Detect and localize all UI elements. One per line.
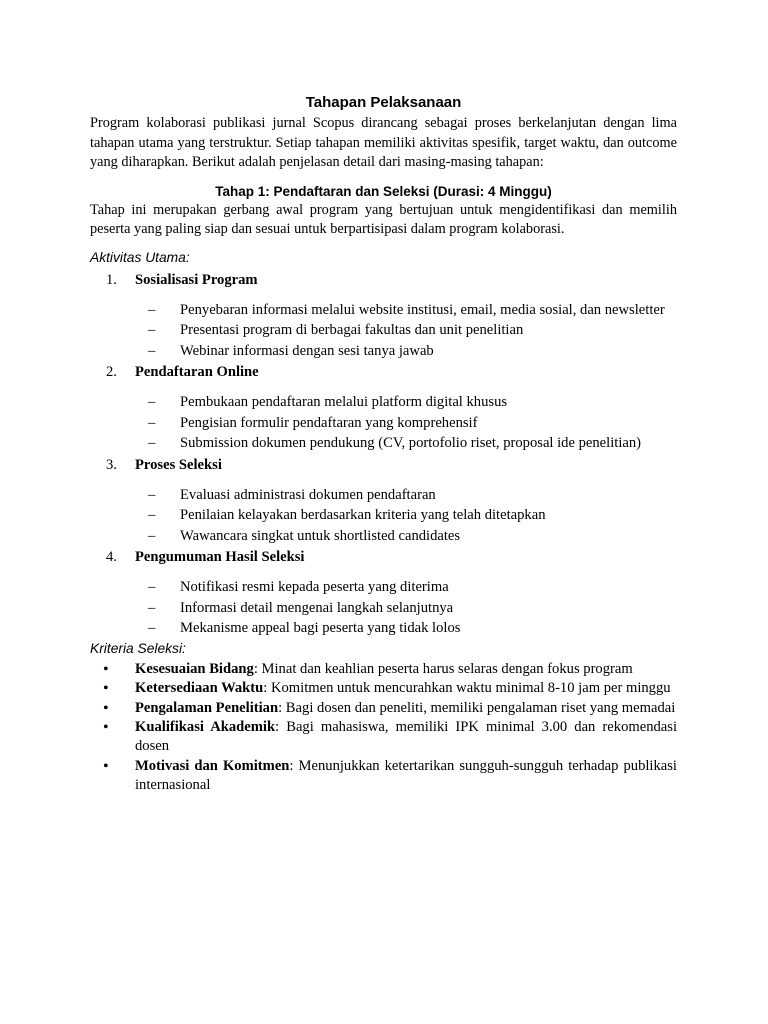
step-block [90, 362, 677, 452]
list-item [90, 599, 677, 617]
step-title: Pengumuman Hasil Seleksi [135, 549, 305, 565]
list-item-text [135, 757, 677, 795]
step-number: 2. [106, 364, 117, 380]
list-item-text: Pembukaan pendaftaran melalui platform digital khusus [180, 394, 508, 410]
step-heading [90, 270, 677, 290]
list-item [90, 414, 677, 432]
criteria-desc: : Bagi dosen dan peneliti, memiliki pengalaman riset yang memadai [278, 699, 676, 716]
criteria-term: Pengalaman Penelitian [135, 699, 279, 716]
document-content [90, 92, 677, 795]
list-item [90, 699, 677, 718]
dash-bullet: – [148, 486, 156, 503]
criteria-term: Motivasi dan Komitmen [135, 757, 290, 774]
list-item [90, 619, 677, 637]
dash-bullet: – [148, 414, 156, 431]
bullet-dot: • [103, 680, 109, 697]
dash-bullet: – [148, 435, 156, 451]
criteria-desc: : Komitmen untuk mencurahkan waktu minimal 8-10 jam per minggu [263, 680, 671, 696]
dash-bullet: – [148, 394, 156, 410]
dash-list [90, 301, 677, 360]
list-item-text: Presentasi program di berbagai fakultas dan unit penelitian [180, 322, 524, 338]
criteria-term: Kualifikasi Akademik [135, 719, 276, 735]
list-item-text [135, 660, 677, 679]
dash-bullet: – [148, 322, 156, 338]
list-item-text [135, 679, 677, 698]
dash-list [90, 486, 677, 545]
list-item [90, 506, 677, 524]
dash-bullet: – [148, 507, 156, 523]
list-item [90, 486, 677, 504]
list-item-text: Notifikasi resmi kepada peserta yang diterima [180, 579, 449, 595]
list-item-text: Informasi detail mengenai langkah selanjutnya [180, 599, 454, 616]
activities-label: Aktivitas Utama: [90, 249, 190, 265]
list-item-text: Wawancara singkat untuk shortlisted candidates [180, 527, 461, 544]
list-item [90, 342, 677, 360]
criteria-label: Kriteria Seleksi: [90, 640, 186, 656]
list-item-text [135, 699, 677, 718]
list-item-text: Webinar informasi dengan sesi tanya jawab [180, 342, 434, 359]
intro-paragraph: Program kolaborasi publikasi jurnal Scopus dirancang sebagai proses berkelanjutan dengan lima tahapan utama yang terstruktur. Setiap tahapan memiliki aktivitas spesifik, target waktu, dan outcome yang diharapkan. Berikut adalah penjelasan detail dari masing-masing tahapan: [90, 115, 677, 170]
list-item-text: Submission dokumen pendukung (CV, portofolio riset, proposal ide penelitian) [180, 435, 642, 451]
bullet-dot: • [103, 699, 109, 717]
dash-list [90, 578, 677, 637]
page-title: Tahapan Pelaksanaan [305, 94, 462, 111]
dash-bullet: – [148, 579, 156, 595]
list-item [90, 393, 677, 411]
step-heading [90, 547, 677, 567]
criteria-desc: : Minat dan keahlian peserta harus selaras dengan fokus program [253, 660, 633, 677]
bullet-dot: • [103, 719, 109, 736]
criteria-list [90, 660, 677, 795]
step-title: Pendaftaran Online [135, 364, 259, 380]
step-heading [90, 455, 677, 475]
list-item-text: Penilaian kelayakan berdasarkan kriteria yang telah ditetapkan [180, 507, 546, 523]
dash-bullet: – [148, 620, 156, 636]
step-title: Sosialisasi Program [135, 271, 258, 288]
list-item [90, 578, 677, 596]
list-item-text: Pengisian formulir pendaftaran yang komprehensif [180, 414, 478, 431]
list-item-text [135, 718, 677, 756]
step-block [90, 455, 677, 545]
list-item [90, 301, 677, 319]
step-block [90, 547, 677, 637]
step-block [90, 270, 677, 360]
criteria-term: Kesesuaian Bidang [135, 660, 254, 677]
dash-bullet: – [148, 301, 156, 318]
list-item [90, 757, 677, 795]
criteria-desc: : Menunjukkan ketertarikan sungguh-sungguh terhadap publikasi internasional [135, 757, 677, 793]
step-heading [90, 362, 677, 382]
list-item [90, 321, 677, 339]
bullet-dot: • [103, 660, 109, 678]
list-item [90, 527, 677, 545]
list-item [90, 679, 677, 698]
list-item [90, 434, 677, 452]
dash-bullet: – [148, 599, 156, 616]
dash-bullet: – [148, 342, 156, 359]
list-item-text: Mekanisme appeal bagi peserta yang tidak lolos [180, 620, 461, 636]
list-item [90, 718, 677, 756]
list-item-text: Penyebaran informasi melalui website institusi, email, media sosial, dan newsletter [180, 301, 665, 318]
step-number: 4. [106, 549, 117, 565]
step-title: Proses Seleksi [135, 456, 222, 473]
step-number: 1. [106, 271, 117, 288]
list-item-text: Evaluasi administrasi dokumen pendaftaran [180, 486, 436, 503]
criteria-term: Ketersediaan Waktu [135, 680, 264, 696]
list-item [90, 660, 677, 679]
stage-title: Tahap 1: Pendaftaran dan Seleksi (Durasi: 4 Minggu) [215, 183, 552, 199]
criteria-desc: : Bagi mahasiswa, memiliki IPK minimal 3.00 dan rekomendasi dosen [135, 719, 677, 754]
step-number: 3. [106, 456, 117, 473]
stage-description: Tahap ini merupakan gerbang awal program yang bertujuan untuk mengidentifikasi dan memilih peserta yang paling siap dan sesuai untuk berpartisipasi dalam program kolaborasi. [90, 201, 677, 237]
bullet-dot: • [103, 757, 109, 775]
dash-list [90, 393, 677, 452]
dash-bullet: – [148, 527, 156, 544]
